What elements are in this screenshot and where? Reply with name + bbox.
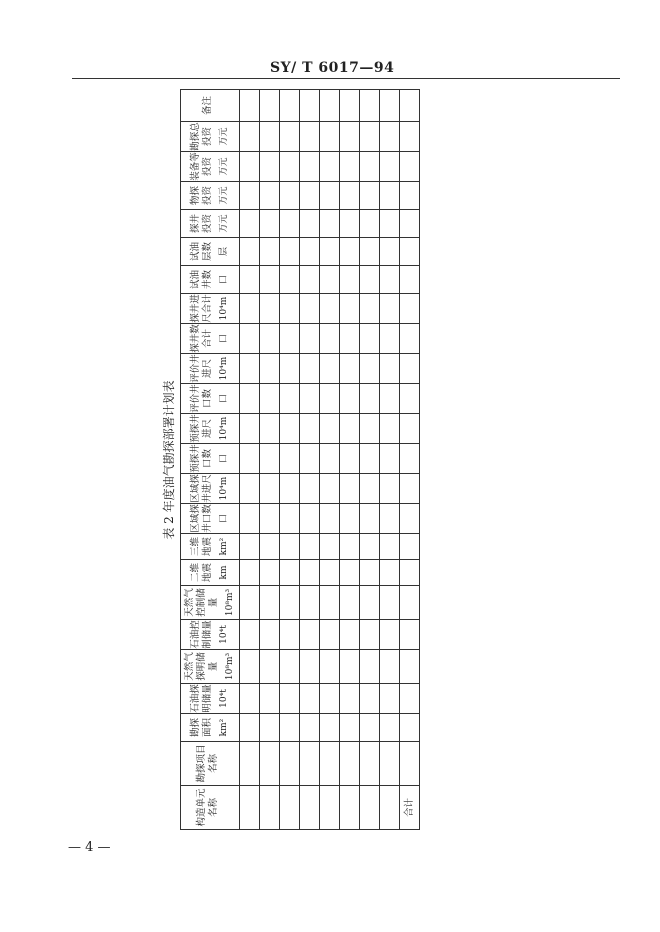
- header-cell: 探井投资 万元: [181, 210, 240, 238]
- table-cell: [260, 414, 280, 444]
- table-cell: [400, 152, 420, 182]
- table-cell: [240, 560, 260, 586]
- table-cell: [360, 474, 380, 504]
- table-row: [340, 90, 360, 830]
- table-cell: [320, 474, 340, 504]
- total-label: 合计: [400, 786, 420, 830]
- table-cell: [240, 742, 260, 786]
- table-cell: [280, 122, 300, 152]
- table-cell: [300, 650, 320, 684]
- table-cell: [320, 650, 340, 684]
- exploration-plan-table: [180, 89, 420, 830]
- table-cell: [380, 714, 400, 742]
- table-cell: [240, 414, 260, 444]
- table-cell: [300, 714, 320, 742]
- table-cell: [340, 414, 360, 444]
- table-cell: [320, 294, 340, 324]
- table-cell: [320, 238, 340, 266]
- table-cell: [320, 742, 340, 786]
- table-cell: [400, 182, 420, 210]
- table-cell: [360, 266, 380, 294]
- table-row: [360, 90, 380, 830]
- table-cell: [300, 354, 320, 384]
- table-cell: [260, 586, 280, 620]
- table-cell: [380, 586, 400, 620]
- table-cell: [260, 90, 280, 122]
- table-cell: [240, 210, 260, 238]
- table-cell: [340, 238, 360, 266]
- table-cell: [340, 444, 360, 474]
- table-cell: [360, 560, 380, 586]
- table-cell: [280, 90, 300, 122]
- table-cell: [340, 650, 360, 684]
- table-cell: [280, 474, 300, 504]
- table-cell: [400, 384, 420, 414]
- table-cell: [300, 786, 320, 830]
- table-cell: [260, 742, 280, 786]
- table-cell: [360, 714, 380, 742]
- table-cell: [280, 620, 300, 650]
- table-cell: [280, 534, 300, 560]
- table-cell: [340, 474, 360, 504]
- page-number: — 4 —: [68, 840, 111, 855]
- table-cell: [260, 182, 280, 210]
- table-cell: [340, 586, 360, 620]
- table-cell: [260, 444, 280, 474]
- table-cell: [280, 786, 300, 830]
- table-cell: [380, 684, 400, 714]
- table-cell: [240, 152, 260, 182]
- header-cell: 天然气探明储量 10⁸m³: [181, 650, 240, 684]
- table-cell: [240, 90, 260, 122]
- table-cell: [380, 384, 400, 414]
- header-cell: 备注: [181, 90, 240, 122]
- table-cell: [320, 620, 340, 650]
- table-caption: 表 2 年度油气勘探部署计划表: [162, 380, 176, 540]
- table-cell: [380, 560, 400, 586]
- table-cell: [320, 586, 340, 620]
- table-row: [380, 90, 400, 830]
- table-cell: [320, 122, 340, 152]
- table-cell: [380, 182, 400, 210]
- table-cell: [320, 152, 340, 182]
- table-cell: [400, 742, 420, 786]
- header-cell: 石油控制储量 10⁴t: [181, 620, 240, 650]
- table-cell: [400, 210, 420, 238]
- table-cell: [360, 620, 380, 650]
- table-row: [280, 90, 300, 830]
- table-cell: [400, 504, 420, 534]
- header-cell: 探井进尺合计 10⁴m: [181, 294, 240, 324]
- table-cell: [400, 534, 420, 560]
- header-cell: 三维地震 km²: [181, 534, 240, 560]
- table-cell: [320, 714, 340, 742]
- header-cell: 勘探项目名称: [181, 742, 240, 786]
- table-cell: [320, 210, 340, 238]
- table-cell: [240, 504, 260, 534]
- table-cell: [280, 354, 300, 384]
- table-cell: [240, 620, 260, 650]
- table-cell: [340, 210, 360, 238]
- table-cell: [380, 266, 400, 294]
- table-cell: [360, 210, 380, 238]
- table-cell: [320, 786, 340, 830]
- table-cell: [240, 324, 260, 354]
- table-cell: [300, 266, 320, 294]
- table-cell: [400, 266, 420, 294]
- table-cell: [280, 266, 300, 294]
- header-cell: 预探井口数 口: [181, 444, 240, 474]
- table-cell: [360, 650, 380, 684]
- table-cell: [240, 122, 260, 152]
- table-cell: [360, 182, 380, 210]
- table-cell: [240, 650, 260, 684]
- table-cell: [400, 474, 420, 504]
- table-cell: [260, 560, 280, 586]
- table-cell: [240, 384, 260, 414]
- table-cell: [280, 384, 300, 414]
- header-cell: 区域探井进尺 10⁴m: [181, 474, 240, 504]
- table-cell: [280, 238, 300, 266]
- table-cell: [260, 152, 280, 182]
- table-cell: [340, 266, 360, 294]
- table-cell: [380, 620, 400, 650]
- table-cell: [240, 266, 260, 294]
- table-cell: [260, 786, 280, 830]
- table-cell: [240, 684, 260, 714]
- table-cell: [340, 90, 360, 122]
- table-cell: [360, 444, 380, 474]
- table-cell: [360, 414, 380, 444]
- table-cell: [400, 650, 420, 684]
- table-cell: [380, 742, 400, 786]
- table-cell: [300, 384, 320, 414]
- table-cell: [400, 294, 420, 324]
- table-cell: [340, 742, 360, 786]
- table-cell: [280, 210, 300, 238]
- header-cell: 石油探明储量 10⁴t: [181, 684, 240, 714]
- table-cell: [300, 210, 320, 238]
- table-cell: [380, 534, 400, 560]
- table-cell: [400, 684, 420, 714]
- table-cell: [400, 414, 420, 444]
- table-cell: [300, 474, 320, 504]
- table-cell: [280, 684, 300, 714]
- table-cell: [320, 534, 340, 560]
- table-cell: [240, 474, 260, 504]
- header-cell: 天然气控制储量 10⁸m³: [181, 586, 240, 620]
- table-cell: [300, 684, 320, 714]
- header-cell: 二维地震 km: [181, 560, 240, 586]
- table-cell: [380, 210, 400, 238]
- header-cell: 评价井口数 口: [181, 384, 240, 414]
- table-cell: [400, 324, 420, 354]
- table-cell: [260, 474, 280, 504]
- table-cell: [360, 534, 380, 560]
- table-cell: [340, 560, 360, 586]
- header-cell: 试油井数 口: [181, 266, 240, 294]
- table-cell: [340, 504, 360, 534]
- table-cell: [300, 534, 320, 560]
- table-cell: [380, 354, 400, 384]
- header-cell: 探井数合计 口: [181, 324, 240, 354]
- table-cell: [280, 714, 300, 742]
- table-cell: [380, 650, 400, 684]
- table-cell: [260, 620, 280, 650]
- table-cell: [380, 90, 400, 122]
- table-row: [300, 90, 320, 830]
- table-cell: [400, 620, 420, 650]
- table-cell: [360, 786, 380, 830]
- table-cell: [360, 238, 380, 266]
- table-cell: [260, 534, 280, 560]
- table-cell: [380, 324, 400, 354]
- table-cell: [240, 586, 260, 620]
- table-cell: [300, 182, 320, 210]
- table-cell: [380, 504, 400, 534]
- table-cell: [360, 324, 380, 354]
- table-cell: [260, 650, 280, 684]
- table-cell: [300, 504, 320, 534]
- header-cell: 区域探井口数 口: [181, 504, 240, 534]
- table-cell: [380, 444, 400, 474]
- table-cell: [340, 384, 360, 414]
- header-cell: 物探投资 万元: [181, 182, 240, 210]
- table-cell: [400, 354, 420, 384]
- table-cell: [320, 444, 340, 474]
- table-cell: [260, 354, 280, 384]
- header-cell: 评价井进尺 10⁴m: [181, 354, 240, 384]
- table-cell: [380, 122, 400, 152]
- rotated-table-container: [162, 90, 430, 830]
- header-row: [181, 90, 240, 830]
- table-cell: [400, 122, 420, 152]
- table-cell: [280, 650, 300, 684]
- table-cell: [380, 414, 400, 444]
- header-cell: 试油层数 层: [181, 238, 240, 266]
- table-cell: [240, 182, 260, 210]
- table-cell: [300, 742, 320, 786]
- table-cell: [340, 786, 360, 830]
- table-cell: [400, 238, 420, 266]
- table-cell: [280, 560, 300, 586]
- table-cell: [280, 414, 300, 444]
- table-cell: [400, 560, 420, 586]
- table-cell: [300, 586, 320, 620]
- table-cell: [340, 122, 360, 152]
- table-cell: [340, 534, 360, 560]
- table-cell: [360, 90, 380, 122]
- table-cell: [280, 294, 300, 324]
- table-cell: [360, 742, 380, 786]
- table-cell: [380, 238, 400, 266]
- table-cell: [300, 90, 320, 122]
- table-cell: [260, 266, 280, 294]
- table-cell: [260, 324, 280, 354]
- table-cell: [380, 152, 400, 182]
- table-cell: [260, 122, 280, 152]
- table-cell: [240, 294, 260, 324]
- table-cell: [360, 294, 380, 324]
- table-cell: [400, 90, 420, 122]
- table-cell: [280, 324, 300, 354]
- table-cell: [360, 354, 380, 384]
- header-cell: 预探井进尺 10⁴m: [181, 414, 240, 444]
- table-cell: [280, 504, 300, 534]
- table-cell: [320, 684, 340, 714]
- table-cell: [360, 684, 380, 714]
- table-cell: [360, 586, 380, 620]
- table-cell: [320, 504, 340, 534]
- table-cell: [320, 324, 340, 354]
- table-row: [260, 90, 280, 830]
- table-cell: [260, 210, 280, 238]
- table-cell: [400, 714, 420, 742]
- table-cell: [320, 414, 340, 444]
- table-cell: [400, 444, 420, 474]
- table-cell: [240, 714, 260, 742]
- table-cell: [260, 714, 280, 742]
- table-row: [320, 90, 340, 830]
- table-cell: [260, 384, 280, 414]
- table-cell: [320, 266, 340, 294]
- table-cell: [300, 238, 320, 266]
- table-cell: [240, 534, 260, 560]
- table-cell: [320, 560, 340, 586]
- table-cell: [240, 238, 260, 266]
- header-cell: 勘探总投资 万元: [181, 122, 240, 152]
- table-cell: [340, 294, 360, 324]
- table-cell: [300, 122, 320, 152]
- table-cell: [280, 152, 300, 182]
- table-cell: [260, 684, 280, 714]
- table-cell: [360, 152, 380, 182]
- table-cell: [340, 684, 360, 714]
- table-cell: [280, 742, 300, 786]
- table-cell: [300, 414, 320, 444]
- table-cell: [240, 786, 260, 830]
- table-cell: [260, 238, 280, 266]
- table-cell: [340, 152, 360, 182]
- table-cell: [320, 182, 340, 210]
- total-row: [400, 90, 420, 830]
- header-rule: [72, 78, 620, 79]
- table-cell: [380, 786, 400, 830]
- header-cell: 勘探面积 km²: [181, 714, 240, 742]
- table-row: [240, 90, 260, 830]
- table-cell: [380, 474, 400, 504]
- table-cell: [360, 122, 380, 152]
- table-cell: [320, 90, 340, 122]
- table-cell: [280, 182, 300, 210]
- table-cell: [300, 324, 320, 354]
- table-cell: [300, 620, 320, 650]
- table-cell: [320, 354, 340, 384]
- table-cell: [300, 560, 320, 586]
- table-cell: [340, 354, 360, 384]
- table-cell: [280, 586, 300, 620]
- table-cell: [260, 504, 280, 534]
- table-cell: [320, 384, 340, 414]
- table-cell: [340, 714, 360, 742]
- table-cell: [360, 504, 380, 534]
- table-cell: [300, 444, 320, 474]
- table-cell: [240, 444, 260, 474]
- table-cell: [400, 586, 420, 620]
- table-cell: [300, 152, 320, 182]
- table-cell: [340, 182, 360, 210]
- header-cell: 构造单元名称: [181, 786, 240, 830]
- table-cell: [340, 324, 360, 354]
- header-cell: 装备等投资 万元: [181, 152, 240, 182]
- table-cell: [340, 620, 360, 650]
- table-cell: [380, 294, 400, 324]
- table-cell: [280, 444, 300, 474]
- table-cell: [360, 384, 380, 414]
- table-cell: [240, 354, 260, 384]
- table-cell: [260, 294, 280, 324]
- table-cell: [300, 294, 320, 324]
- document-code: SY/ T 6017—94: [270, 60, 395, 76]
